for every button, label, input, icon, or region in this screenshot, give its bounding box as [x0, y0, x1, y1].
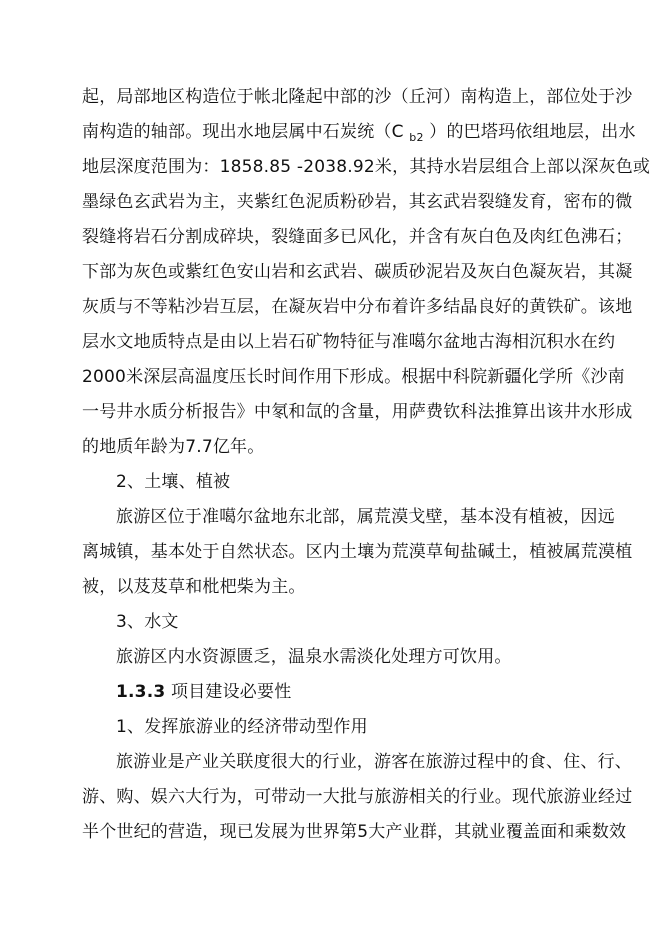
- text-line: 的地质年龄为7.7亿年。: [82, 437, 265, 457]
- text-line: 一号井水质分析报告》中氡和氙的含量，用萨费钦科法推算出该井水形成: [82, 402, 633, 422]
- text-line: 灰质与不等粘沙岩互层，在凝灰岩中分布着许多结晶良好的黄铁矿。该地: [82, 297, 633, 317]
- text-line-formula: [82, 121, 636, 149]
- text-line: 地层深度范围为：1858.85 -2038.92米，其持水岩层组合上部以深灰色或: [82, 157, 651, 177]
- text-segment: 南构造的轴部。现出水地层属中石炭统（C: [82, 122, 404, 142]
- text-segment: ）的巴塔玛依组地层，出水: [429, 122, 636, 142]
- formula-subscript: b: [409, 131, 417, 144]
- text-line: 起，局部地区构造位于帐北隆起中部的沙（丘河）南构造上，部位处于沙: [82, 87, 633, 107]
- text-line: 墨绿色玄武岩为主，夹紫红色泥质粉砂岩，其玄武岩裂缝发育，密布的微: [82, 192, 633, 212]
- section-title-133: [116, 681, 626, 703]
- section-heading-tourism: 1、发挥旅游业的经济带动型作用: [116, 717, 368, 737]
- section-title-text: 项目建设必要性: [165, 682, 292, 702]
- section-heading-soil: 2、土壤、植被: [116, 472, 231, 492]
- formula-subscript-2: 2: [416, 131, 424, 144]
- text-line: 2000米深层高温度压长时间作用下形成。根据中科院新疆化学所《沙南: [82, 367, 625, 387]
- text-line: 游、购、娱六大行为，可带动一大批与旅游相关的行业。现代旅游业经过: [82, 787, 633, 807]
- text-line: 旅游区内水资源匮乏，温泉水需淡化处理方可饮用。: [116, 647, 512, 667]
- text-line: 下部为灰色或紫红色安山岩和玄武岩、碳质砂泥岩及灰白色凝灰岩，其凝: [82, 262, 633, 282]
- text-line: 裂缝将岩石分割成碎块，裂缝面多已风化，并含有灰白色及肉红色沸石；: [82, 227, 633, 247]
- section-heading-water: 3、水文: [116, 612, 179, 632]
- text-line: 旅游区位于准噶尔盆地东北部，属荒漠戈壁，基本没有植被，因远: [116, 507, 615, 527]
- section-number: 1.3.3: [116, 682, 166, 702]
- text-line: 离城镇，基本处于自然状态。区内土壤为荒漠草甸盐碱土，植被属荒漠植: [82, 542, 633, 562]
- text-line: 半个世纪的营造，现已发展为世界第5大产业群，其就业覆盖面和乘数效: [82, 822, 627, 842]
- text-line: 层水文地质特点是由以上岩石矿物特征与准噶尔盆地古海相沉积水在约: [82, 332, 616, 352]
- text-line: 被，以芨芨草和枇杷柴为主。: [82, 577, 306, 597]
- text-line: 旅游业是产业关联度很大的行业，游客在旅游过程中的食、住、行、: [116, 752, 632, 772]
